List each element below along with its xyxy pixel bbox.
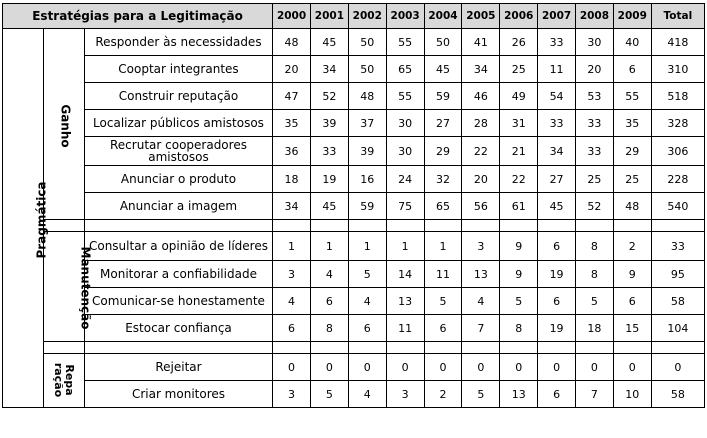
- spacer-cell: [500, 342, 538, 354]
- value-cell: 18: [576, 315, 614, 342]
- table-row: [3, 193, 705, 220]
- value-cell: 33: [576, 137, 614, 166]
- value-cell: 19: [538, 315, 576, 342]
- total-cell: 104: [651, 315, 704, 342]
- total-cell: 228: [651, 166, 704, 193]
- spacer-cell: [613, 342, 651, 354]
- spacer-cell: [651, 342, 704, 354]
- spacer-cell: [386, 342, 424, 354]
- table-row: [3, 232, 705, 261]
- value-cell: 29: [424, 137, 462, 166]
- spacer-cell: [613, 220, 651, 232]
- total-cell: 58: [651, 288, 704, 315]
- group-cell-reparacao: [43, 354, 84, 408]
- value-cell: 34: [310, 56, 348, 83]
- header-row: [3, 4, 705, 29]
- value-cell: 6: [613, 288, 651, 315]
- value-cell: 6: [538, 381, 576, 408]
- value-cell: 54: [538, 83, 576, 110]
- value-cell: 20: [576, 56, 614, 83]
- row-label: Responder às necessidades: [84, 29, 272, 56]
- value-cell: 0: [348, 354, 386, 381]
- value-cell: 21: [500, 137, 538, 166]
- value-cell: 8: [576, 232, 614, 261]
- value-cell: 0: [576, 354, 614, 381]
- spacer-cell: [424, 220, 462, 232]
- value-cell: 7: [576, 381, 614, 408]
- value-cell: 27: [538, 166, 576, 193]
- table-row: [3, 261, 705, 288]
- category-cell: [3, 29, 49, 408]
- value-cell: 22: [462, 137, 500, 166]
- value-cell: 0: [424, 354, 462, 381]
- value-cell: 2: [613, 232, 651, 261]
- value-cell: 9: [500, 232, 538, 261]
- year-header: 2007: [538, 4, 576, 29]
- value-cell: 30: [386, 110, 424, 137]
- year-header: 2009: [613, 4, 651, 29]
- value-cell: 45: [538, 193, 576, 220]
- table-body: [3, 29, 705, 408]
- value-cell: 4: [273, 288, 311, 315]
- value-cell: 55: [386, 29, 424, 56]
- value-cell: 0: [613, 354, 651, 381]
- total-cell: 310: [651, 56, 704, 83]
- value-cell: 8: [500, 315, 538, 342]
- value-cell: 37: [348, 110, 386, 137]
- row-label: Estocar confiança: [84, 315, 272, 342]
- table-row: [3, 288, 705, 315]
- value-cell: 5: [500, 288, 538, 315]
- value-cell: 40: [613, 29, 651, 56]
- value-cell: 20: [273, 56, 311, 83]
- spacer-cell: [500, 220, 538, 232]
- value-cell: 52: [310, 83, 348, 110]
- value-cell: 3: [462, 232, 500, 261]
- value-cell: 33: [310, 137, 348, 166]
- value-cell: 1: [273, 232, 311, 261]
- value-cell: 20: [462, 166, 500, 193]
- value-cell: 11: [538, 56, 576, 83]
- value-cell: 5: [310, 381, 348, 408]
- value-cell: 13: [462, 261, 500, 288]
- spacer-cell: [424, 342, 462, 354]
- spacer-cell: [651, 220, 704, 232]
- value-cell: 25: [576, 166, 614, 193]
- value-cell: 34: [538, 137, 576, 166]
- row-label: Cooptar integrantes: [84, 56, 272, 83]
- value-cell: 2: [424, 381, 462, 408]
- value-cell: 4: [348, 288, 386, 315]
- row-label: Rejeitar: [84, 354, 272, 381]
- spacer-cell: [576, 342, 614, 354]
- year-header: 2005: [462, 4, 500, 29]
- value-cell: 0: [386, 354, 424, 381]
- table-row: [3, 315, 705, 342]
- table-row: [3, 137, 705, 166]
- spacer-cell: [273, 342, 311, 354]
- spacer-cell: [43, 342, 84, 354]
- group-cell-ganho: [43, 29, 84, 220]
- value-cell: 34: [273, 193, 311, 220]
- value-cell: 50: [348, 56, 386, 83]
- spacer-cell: [348, 342, 386, 354]
- value-cell: 34: [462, 56, 500, 83]
- total-cell: 540: [651, 193, 704, 220]
- value-cell: 50: [424, 29, 462, 56]
- value-cell: 48: [273, 29, 311, 56]
- category-label: Pragmática: [34, 180, 49, 259]
- value-cell: 18: [273, 166, 311, 193]
- value-cell: 0: [462, 354, 500, 381]
- value-cell: 46: [462, 83, 500, 110]
- value-cell: 48: [613, 193, 651, 220]
- spacer-row: [3, 220, 705, 232]
- total-cell: 518: [651, 83, 704, 110]
- value-cell: 45: [310, 193, 348, 220]
- value-cell: 19: [310, 166, 348, 193]
- row-label: Criar monitores: [84, 381, 272, 408]
- spacer-cell: [310, 342, 348, 354]
- total-cell: 33: [651, 232, 704, 261]
- value-cell: 24: [386, 166, 424, 193]
- value-cell: 25: [613, 166, 651, 193]
- value-cell: 36: [273, 137, 311, 166]
- value-cell: 3: [386, 381, 424, 408]
- row-label: Construir reputação: [84, 83, 272, 110]
- year-header: 2002: [348, 4, 386, 29]
- spacer-cell: [273, 220, 311, 232]
- value-cell: 0: [500, 354, 538, 381]
- value-cell: 5: [424, 288, 462, 315]
- value-cell: 65: [424, 193, 462, 220]
- year-header: 2000: [273, 4, 311, 29]
- spacer-cell: [43, 220, 84, 232]
- value-cell: 6: [310, 288, 348, 315]
- value-cell: 55: [613, 83, 651, 110]
- group-label-ganho: Ganho: [58, 103, 73, 148]
- value-cell: 0: [273, 354, 311, 381]
- value-cell: 11: [424, 261, 462, 288]
- value-cell: 19: [538, 261, 576, 288]
- total-header: Total: [651, 4, 704, 29]
- value-cell: 33: [538, 110, 576, 137]
- value-cell: 7: [462, 315, 500, 342]
- value-cell: 50: [348, 29, 386, 56]
- table-row: [3, 354, 705, 381]
- value-cell: 45: [424, 56, 462, 83]
- value-cell: 75: [386, 193, 424, 220]
- value-cell: 13: [386, 288, 424, 315]
- row-label: Comunicar-se honestamente: [84, 288, 272, 315]
- value-cell: 10: [613, 381, 651, 408]
- value-cell: 6: [613, 56, 651, 83]
- value-cell: 9: [500, 261, 538, 288]
- value-cell: 9: [613, 261, 651, 288]
- value-cell: 33: [538, 29, 576, 56]
- value-cell: 28: [462, 110, 500, 137]
- value-cell: 5: [462, 381, 500, 408]
- value-cell: 35: [273, 110, 311, 137]
- row-label: Localizar públicos amistosos: [84, 110, 272, 137]
- total-cell: 58: [651, 381, 704, 408]
- spacer-cell: [576, 220, 614, 232]
- row-label: Anunciar o produto: [84, 166, 272, 193]
- value-cell: 56: [462, 193, 500, 220]
- spacer-cell: [538, 342, 576, 354]
- spacer-cell: [462, 220, 500, 232]
- value-cell: 33: [576, 110, 614, 137]
- value-cell: 15: [613, 315, 651, 342]
- value-cell: 16: [348, 166, 386, 193]
- table-row: [3, 381, 705, 408]
- value-cell: 6: [348, 315, 386, 342]
- value-cell: 32: [424, 166, 462, 193]
- value-cell: 22: [500, 166, 538, 193]
- spacer-cell: [462, 342, 500, 354]
- year-header: 2003: [386, 4, 424, 29]
- value-cell: 39: [310, 110, 348, 137]
- value-cell: 5: [348, 261, 386, 288]
- row-label: Recrutar cooperadores amistosos: [84, 137, 272, 166]
- table-row: [3, 166, 705, 193]
- year-header: 2001: [310, 4, 348, 29]
- value-cell: 6: [538, 288, 576, 315]
- table-row: [3, 110, 705, 137]
- value-cell: 4: [462, 288, 500, 315]
- group-cell-manutencao: [43, 232, 93, 342]
- table-row: [3, 83, 705, 110]
- value-cell: 6: [424, 315, 462, 342]
- value-cell: 59: [424, 83, 462, 110]
- value-cell: 4: [348, 381, 386, 408]
- value-cell: 52: [576, 193, 614, 220]
- table-row: [3, 29, 705, 56]
- legitimation-table-container: [2, 3, 705, 408]
- value-cell: 27: [424, 110, 462, 137]
- legitimation-strategies-table: [2, 3, 705, 408]
- value-cell: 11: [386, 315, 424, 342]
- value-cell: 4: [310, 261, 348, 288]
- value-cell: 47: [273, 83, 311, 110]
- value-cell: 6: [538, 232, 576, 261]
- group-label-reparacao: Repa ração: [51, 362, 76, 397]
- value-cell: 41: [462, 29, 500, 56]
- value-cell: 3: [273, 381, 311, 408]
- total-cell: 328: [651, 110, 704, 137]
- value-cell: 29: [613, 137, 651, 166]
- spacer-cell: [538, 220, 576, 232]
- value-cell: 48: [348, 83, 386, 110]
- value-cell: 59: [348, 193, 386, 220]
- total-cell: 306: [651, 137, 704, 166]
- value-cell: 8: [310, 315, 348, 342]
- value-cell: 13: [500, 381, 538, 408]
- value-cell: 30: [576, 29, 614, 56]
- value-cell: 39: [348, 137, 386, 166]
- spacer-cell: [348, 220, 386, 232]
- value-cell: 53: [576, 83, 614, 110]
- value-cell: 14: [386, 261, 424, 288]
- value-cell: 3: [273, 261, 311, 288]
- table-row: [3, 56, 705, 83]
- row-label: Monitorar a confiabilidade: [84, 261, 272, 288]
- year-header: 2006: [500, 4, 538, 29]
- row-label: Anunciar a imagem: [84, 193, 272, 220]
- year-header: 2008: [576, 4, 614, 29]
- value-cell: 1: [386, 232, 424, 261]
- spacer-cell: [84, 220, 272, 232]
- value-cell: 49: [500, 83, 538, 110]
- spacer-cell: [386, 220, 424, 232]
- total-cell: 0: [651, 354, 704, 381]
- total-cell: 95: [651, 261, 704, 288]
- value-cell: 30: [386, 137, 424, 166]
- value-cell: 65: [386, 56, 424, 83]
- value-cell: 1: [348, 232, 386, 261]
- value-cell: 5: [576, 288, 614, 315]
- year-header: 2004: [424, 4, 462, 29]
- table-title: Estratégias para a Legitimação: [3, 4, 273, 29]
- value-cell: 8: [576, 261, 614, 288]
- value-cell: 1: [424, 232, 462, 261]
- value-cell: 6: [273, 315, 311, 342]
- spacer-row: [3, 342, 705, 354]
- value-cell: 55: [386, 83, 424, 110]
- value-cell: 0: [310, 354, 348, 381]
- group-label-manutencao: Manutenção: [78, 246, 93, 330]
- value-cell: 35: [613, 110, 651, 137]
- value-cell: 26: [500, 29, 538, 56]
- value-cell: 1: [310, 232, 348, 261]
- row-label: Consultar a opinião de líderes: [84, 232, 272, 261]
- value-cell: 25: [500, 56, 538, 83]
- spacer-cell: [310, 220, 348, 232]
- spacer-cell: [84, 342, 272, 354]
- value-cell: 45: [310, 29, 348, 56]
- total-cell: 418: [651, 29, 704, 56]
- value-cell: 31: [500, 110, 538, 137]
- value-cell: 0: [538, 354, 576, 381]
- value-cell: 61: [500, 193, 538, 220]
